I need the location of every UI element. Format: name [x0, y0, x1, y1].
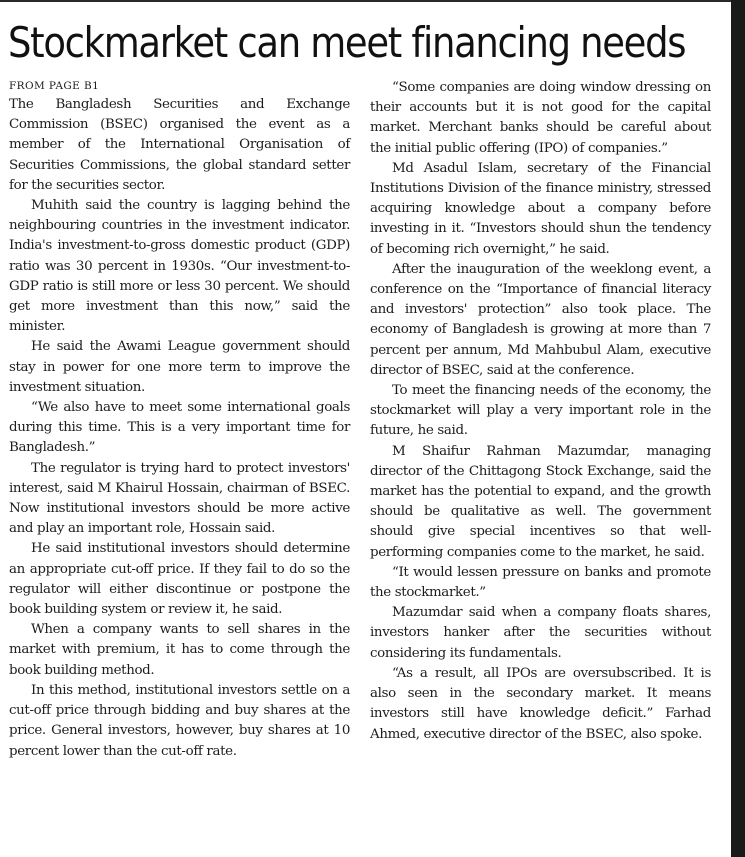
- paragraph: The regulator is trying hard to protect investors' interest, said M Khairul Hossain, chairman of BSEC. Now institutional investors should be more active and play an important role, Hossain said.: [9, 460, 350, 537]
- article-column-left: [9, 78, 350, 762]
- paragraph: Muhith said the country is lagging behind the neighbouring countries in the investment indicator. India's investment-to-gross domestic product (GDP) ratio was 30 percent in 1930s. “Our investment-to-GDP ratio is still more or less 30 percent. We should get more investment than this now,” said the minister.: [9, 198, 350, 335]
- paragraph: The Bangladesh Securities and Exchange Commission (BSEC) organised the event as a member of the International Organisation of Securities Commissions, the global standard setter for the securities sector.: [9, 97, 350, 193]
- headline: Stockmarket can meet financing needs: [8, 18, 686, 67]
- top-rule: [0, 0, 731, 2]
- page-edge-border: [731, 0, 745, 857]
- paragraph: In this method, institutional investors settle on a cut-off price through bidding and buy shares at the price. General investors, however, buy shares at 10 percent lower than the cut-off rate.: [9, 682, 350, 759]
- paragraph: “Some companies are doing window dressing on their accounts but it is not good for the capital market. Merchant banks should be careful about the initial public offering (IPO) of companies.”: [370, 80, 711, 156]
- paragraph: When a company wants to sell shares in the market with premium, it has to come through the book building method.: [9, 622, 350, 678]
- paragraph: He said the Awami League government should stay in power for one more term to improve the investment situation.: [9, 339, 350, 395]
- paragraph: After the inauguration of the weeklong event, a conference on the “Importance of financial literacy and investors' protection” also took place. The economy of Bangladesh is growing at more than 7 percent per annum, Md Mahbubul Alam, executive director of BSEC, said at the conference.: [370, 261, 711, 378]
- paragraph: “As a result, all IPOs are oversubscribed. It is also seen in the secondary market. It means investors still have knowledge deficit.” Farhad Ahmed, executive director of the BSEC, also spoke.: [370, 665, 711, 742]
- paragraph: He said institutional investors should determine an appropriate cut-off price. If they fail to do so the regulator will either discontinue or postpone the book building system or review it, he said.: [9, 541, 350, 618]
- dateline: FROM PAGE B1: [9, 80, 100, 92]
- paragraph: To meet the financing needs of the economy, the stockmarket will play a very important role in the future, he said.: [370, 383, 711, 439]
- paragraph: Mazumdar said when a company floats shares, investors hanker after the securities without considering its fundamentals.: [370, 605, 711, 661]
- paragraph: “We also have to meet some international goals during this time. This is a very important time for Bangladesh.”: [9, 400, 350, 456]
- paragraph: Md Asadul Islam, secretary of the Financial Institutions Division of the finance ministry, stressed acquiring knowledge about a company before investing in it. “Investors should shun the tendency of becoming rich overnight,” he said.: [370, 160, 711, 257]
- article-column-right: [370, 78, 711, 745]
- paragraph: “It would lessen pressure on banks and promote the stockmarket.”: [370, 564, 711, 601]
- paragraph: M Shaifur Rahman Mazumdar, managing director of the Chittagong Stock Exchange, said the market has the potential to expand, and the growth should be qualitative as well. The government should give special incentives so that well-performing companies come to the market, he said.: [370, 443, 711, 560]
